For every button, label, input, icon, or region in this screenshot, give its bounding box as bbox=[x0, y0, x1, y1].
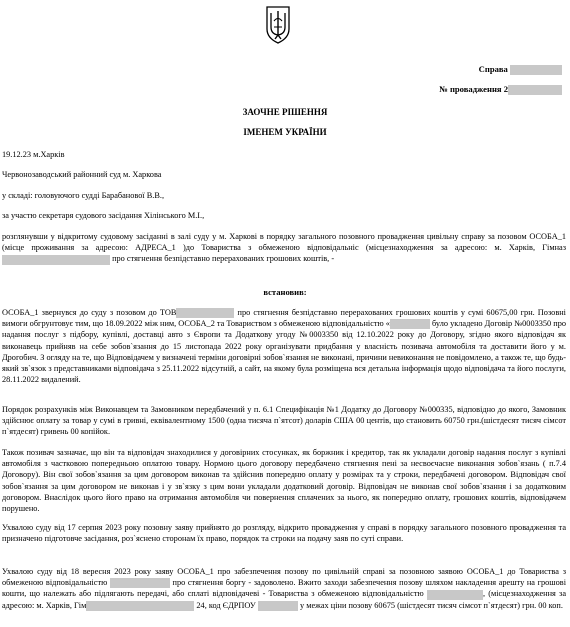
paragraph-payment: Порядок розрахунків між Виконавцем та Замовником передбачений у п. 6.1 Специфікація №1 Додатку до Договору №000335, відповідно до якого, Замовник здійснює оплату за товар у сумі в гривні, еквівалентному 1500 (одна тисяча п`ятсот) доларів США 00 центів, що становить 60750 грн.(шістдесят тисяч сімсот п`ятдесят) гривень 00 копійок. bbox=[2, 405, 566, 437]
claim-text-1: ОСОБА_1 звернувся до суду з позовом до ТОВ bbox=[2, 308, 177, 317]
ruling-text-3: , (місцезнаходження за адресою: м. Харків, Гім bbox=[2, 589, 567, 610]
redacted-block bbox=[2, 255, 110, 265]
redacted-block bbox=[390, 319, 430, 329]
date-place: 19.12.23 м.Харків bbox=[2, 150, 65, 159]
redacted-block bbox=[508, 85, 562, 95]
redacted-block bbox=[510, 65, 562, 75]
court-composition: у складі: головуючого судді Барабанової В.В., bbox=[2, 191, 165, 200]
redacted-block bbox=[427, 590, 483, 600]
ruling-text-1: Ухвалою суду від 18 вересня 2023 року заяву ОСОБА_1 про забезпечення позову по цивільній справі за позовною заявою ОСОБА_1 до Товариства з обмеженою відповідальністю bbox=[2, 567, 566, 588]
intro-text-1: розглянувши у відкритому судовому засіданні в залі суду у м. Харкові в порядку загального позовного провадження цивільну справу за позовом ОСОБА_1 (місце проживання за адресою: АДРЕСА_1 )до Товариства з обмеженою відповідальніс bbox=[2, 232, 566, 253]
ruling-text-4: 24, код ЄДРПОУ bbox=[196, 600, 256, 610]
proceeding-number-line bbox=[439, 84, 562, 95]
intro-text-3: про стягнення безпідставно перерахованих грошових коштів, - bbox=[112, 254, 335, 264]
case-number-line bbox=[479, 64, 562, 75]
redacted-block bbox=[86, 601, 194, 611]
in-name-of-ukraine-title: ІМЕНЕМ УКРАЇНИ bbox=[243, 127, 327, 137]
established-heading: встановив: bbox=[263, 287, 307, 297]
decision-title: ЗАОЧНЕ РІШЕННЯ bbox=[242, 107, 328, 117]
paragraph-claim bbox=[2, 307, 566, 385]
court-secretary: за участю секретаря судового засідання Хілінського М.І., bbox=[2, 211, 205, 220]
ruling-text-5: у межах ціни позову 60675 (шістдесят тисяч сімсот п`ятдесят) грн. 00 коп. bbox=[299, 600, 563, 610]
paragraph-ruling-august: Ухвалою суду від 17 серпня 2023 року позовну заяву прийнято до розгляду, відкрито провадження у справі в порядку загального позовного провадження та призначено підготовче засідання, роз`яснено сторонам їх право, порядок та строки на подачу заяв по суті справи. bbox=[2, 523, 566, 544]
redacted-block bbox=[176, 308, 234, 318]
redacted-block bbox=[110, 578, 170, 588]
proceeding-label: № провадження 2 bbox=[439, 84, 508, 94]
court-name: Червонозаводський районний суд м. Харкова bbox=[2, 170, 162, 179]
intro-paragraph bbox=[2, 231, 566, 265]
intro-text-2: (місцезнаходження за адресою: м. Харків, Гімназ bbox=[365, 243, 566, 253]
claim-text-3: було укладено Договір №0003350 про надання послуг з підбору, купівлі, доставці авто з Європи та Додаткову угоду №0003350 від 12.10.2022 року до Договору, згідно якого відповідач як виконавець прийняв на себе зобов`язання до 15 листопада 2022 року організувати придбання у власність позивача автомобіля та доставити його у м. Дрогобич. З огляду на те, що Відповідачем у визначені терміни договірні зобов`язання не виконані, причини невиконання не повідомлено, а також те, що будь-який зв`язок з представниками відповідача з 25.11.2022 відсутній, а сайт, на якому була розміщена вся детальна інформація щодо відповідача та його послуги, 28.11.2022 видалений. bbox=[2, 319, 567, 385]
redacted-block bbox=[258, 601, 298, 611]
claim-text-2: про стягнення безпідставно перерахованих грошових коштів у сумі 60675,00 грн. Позовні вимоги обгрунтовує тим, що 18.09.2022 між ним, ОСОБА_2 та Товариством з обмеженою відповідальністю « bbox=[2, 308, 566, 329]
ruling-text-2: про стягнення боргу - задоволено. Вжито заходи забезпечення позову шляхом накладення арешту на грошові кошти, що належать або підлягають передачі, або сплаті відповідачеві - Товариства з обмеженою відповідальністю bbox=[2, 578, 567, 599]
trident-emblem-icon bbox=[265, 5, 291, 45]
paragraph-plaintiff-notes: Також позивач зазначає, що він та відповідач знаходилися у договірних стосунках, як боржник і кредитор, так як укладали договір надання послуг з купівлі автомобіля з частковою попередньою оплатою товару. Нормою цього договору передбачено стягнення пені за несвоєчасне виконання зобов`язань ( п.7.4 Договору). Він свої зобов`язання за цим договором виконав та здійснив попередню оплату у розмірах та у строки, передбачені договором. Відповідач свої зобов`язання за цим договором не виконав і у зв`язку з цим вони укладали додатковий договір. Відповідач не виконав свої зобов`язання і за додатковим договором. Внаслідок цього його право на отримання автомобіля чи повернення сплачених за нього, як попередню оплату, грошових коштів, відповідачем порушено. bbox=[2, 448, 566, 514]
paragraph-ruling-september bbox=[2, 566, 566, 611]
case-label: Справа bbox=[478, 64, 508, 74]
